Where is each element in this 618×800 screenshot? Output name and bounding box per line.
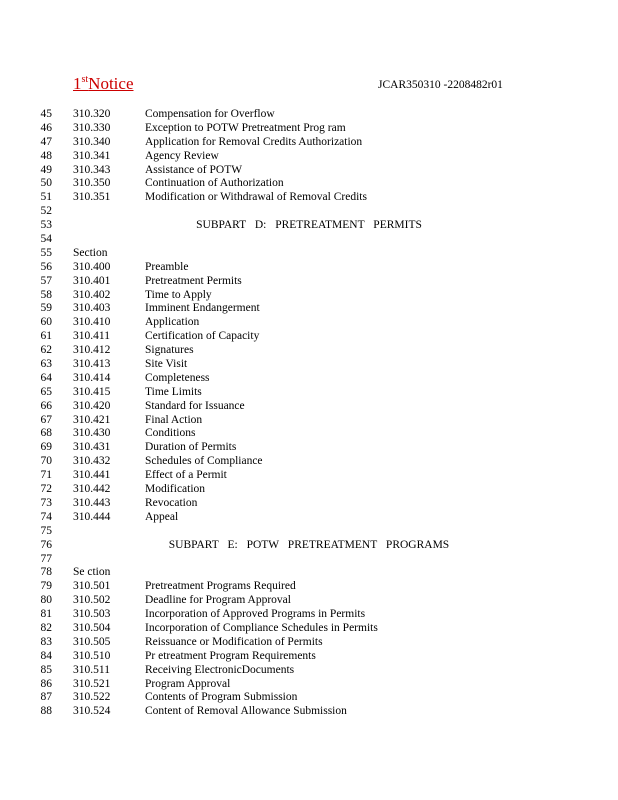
document-line xyxy=(0,330,618,344)
line-number: 50 xyxy=(40,177,52,190)
section-number: 310.444 xyxy=(73,510,111,523)
section-title: Revocation xyxy=(145,496,198,509)
section-title: Modification xyxy=(145,483,206,496)
section-number: 310.413 xyxy=(73,358,111,371)
page-header xyxy=(0,74,618,96)
section-number: 310.350 xyxy=(73,177,111,190)
document-line xyxy=(0,191,618,205)
document-line xyxy=(0,205,618,219)
document-line xyxy=(0,636,618,650)
section-number: 310.441 xyxy=(73,469,111,482)
line-number: 84 xyxy=(40,649,52,662)
section-title: Schedules of Compliance xyxy=(145,455,263,468)
document-line xyxy=(0,219,618,233)
document-line xyxy=(0,427,618,441)
document-line xyxy=(0,122,618,136)
document-line xyxy=(0,233,618,247)
section-number: 310.320 xyxy=(73,108,111,120)
section-number: 310.430 xyxy=(73,427,111,440)
line-number: 81 xyxy=(40,608,52,621)
line-number: 61 xyxy=(40,330,52,343)
section-title: Reissuance or Modification of Permits xyxy=(145,635,323,648)
section-number: 310.341 xyxy=(73,149,111,162)
section-number: 310.401 xyxy=(73,274,111,287)
section-number: 310.501 xyxy=(73,580,111,593)
document-line xyxy=(0,594,618,608)
document-line xyxy=(0,414,618,428)
section-number: 310.330 xyxy=(73,121,111,134)
line-number: 51 xyxy=(40,191,52,204)
section-number: 310.343 xyxy=(73,163,111,176)
document-line xyxy=(0,108,618,122)
line-number: 54 xyxy=(40,233,52,246)
section-number: 310.503 xyxy=(73,608,111,621)
document-line xyxy=(0,622,618,636)
section-number: 310.410 xyxy=(73,316,111,329)
section-title: Preamble xyxy=(145,260,189,273)
line-number: 65 xyxy=(40,385,52,398)
line-number: 67 xyxy=(40,413,52,426)
section-title: Time to Apply xyxy=(145,288,212,301)
section-title: Duration of Permits xyxy=(145,441,237,454)
section-number: 310.340 xyxy=(73,135,111,148)
section-number: 310.510 xyxy=(73,649,111,662)
document-line xyxy=(0,691,618,705)
subpart-heading: SUBPART D: PRETREATMENT PERMITS xyxy=(196,219,422,232)
section-title: Contents of Program Submission xyxy=(145,691,298,704)
document-line xyxy=(0,539,618,553)
section-title: Application for Removal Credits Authorization xyxy=(145,135,363,148)
line-number: 64 xyxy=(40,371,52,384)
line-number: 79 xyxy=(40,580,52,593)
section-number: 310.524 xyxy=(73,705,111,718)
line-number: 59 xyxy=(40,302,52,315)
section-title: Pr etreatment Program Requirements xyxy=(145,649,316,662)
section-title: Modification or Withdrawal of Removal Credits xyxy=(145,191,367,204)
document-line xyxy=(0,150,618,164)
document-line xyxy=(0,177,618,191)
line-number: 76 xyxy=(40,538,52,551)
document-line xyxy=(0,344,618,358)
line-number: 47 xyxy=(40,135,52,148)
section-title: Standard for Issuance xyxy=(145,399,245,412)
document-line xyxy=(0,358,618,372)
document-line xyxy=(0,469,618,483)
line-number: 58 xyxy=(40,288,52,301)
section-number: 310.511 xyxy=(73,663,110,676)
document-id: JCAR350310 -2208482r01 xyxy=(378,79,503,91)
section-title: Pretreatment Permits xyxy=(145,274,242,287)
document-line xyxy=(0,136,618,150)
section-title: Effect of a Permit xyxy=(145,469,227,482)
section-title: Agency Review xyxy=(145,149,219,162)
section-number: 310.502 xyxy=(73,594,111,607)
section-title: Application xyxy=(145,316,200,329)
section-column-label: Section xyxy=(73,246,108,259)
section-title: Compensation for Overflow xyxy=(145,108,275,120)
line-number: 75 xyxy=(40,524,52,537)
line-number: 70 xyxy=(40,455,52,468)
line-number: 48 xyxy=(40,149,52,162)
section-title: Exception to POTW Pretreatment Prog ram xyxy=(145,121,346,134)
section-title: Time Limits xyxy=(145,385,202,398)
document-line xyxy=(0,497,618,511)
document-line xyxy=(0,247,618,261)
table-of-contents xyxy=(0,108,618,719)
line-number: 46 xyxy=(40,121,52,134)
section-number: 310.521 xyxy=(73,677,111,690)
section-number: 310.402 xyxy=(73,288,111,301)
section-number: 310.420 xyxy=(73,399,111,412)
document-line xyxy=(0,525,618,539)
document-line xyxy=(0,372,618,386)
section-number: 310.415 xyxy=(73,385,111,398)
first-notice-label: 1stNotice xyxy=(73,74,134,93)
section-number: 310.443 xyxy=(73,496,111,509)
line-number: 49 xyxy=(40,163,52,176)
document-line xyxy=(0,164,618,178)
section-number: 310.505 xyxy=(73,635,111,648)
line-number: 55 xyxy=(40,246,52,259)
section-column-label: Se ction xyxy=(73,566,111,579)
line-number: 66 xyxy=(40,399,52,412)
document-line xyxy=(0,275,618,289)
section-title: Continuation of Authorization xyxy=(145,177,284,190)
document-line xyxy=(0,261,618,275)
section-title: Receiving ElectronicDocuments xyxy=(145,663,295,676)
document-line xyxy=(0,316,618,330)
line-number: 71 xyxy=(40,469,52,482)
line-number: 72 xyxy=(40,483,52,496)
line-number: 83 xyxy=(40,635,52,648)
document-line xyxy=(0,664,618,678)
section-title: Completeness xyxy=(145,371,210,384)
line-number: 56 xyxy=(40,260,52,273)
section-number: 310.504 xyxy=(73,621,111,634)
section-number: 310.442 xyxy=(73,483,111,496)
section-title: Conditions xyxy=(145,427,196,440)
section-title: Deadline for Program Approval xyxy=(145,594,291,607)
line-number: 73 xyxy=(40,496,52,509)
line-number: 77 xyxy=(40,552,52,565)
document-line xyxy=(0,580,618,594)
section-number: 310.400 xyxy=(73,260,111,273)
section-title: Imminent Endangerment xyxy=(145,302,260,315)
line-number: 78 xyxy=(40,566,52,579)
subpart-heading: SUBPART E: POTW PRETREATMENT PROGRAMS xyxy=(168,538,450,551)
document-line xyxy=(0,608,618,622)
document-line xyxy=(0,289,618,303)
document-line xyxy=(0,705,618,719)
line-number: 57 xyxy=(40,274,52,287)
line-number: 82 xyxy=(40,621,52,634)
document-line xyxy=(0,483,618,497)
document-line xyxy=(0,678,618,692)
line-number: 60 xyxy=(40,316,52,329)
line-number: 74 xyxy=(40,510,52,523)
section-number: 310.403 xyxy=(73,302,111,315)
section-title: Final Action xyxy=(145,413,203,426)
section-title: Assistance of POTW xyxy=(145,163,243,176)
line-number: 88 xyxy=(40,705,52,718)
section-number: 310.411 xyxy=(73,330,110,343)
document-line xyxy=(0,302,618,316)
section-title: Site Visit xyxy=(145,358,188,371)
section-title: Pretreatment Programs Required xyxy=(145,580,296,593)
line-number: 63 xyxy=(40,358,52,371)
section-number: 310.351 xyxy=(73,191,111,204)
section-number: 310.421 xyxy=(73,413,111,426)
line-number: 62 xyxy=(40,344,52,357)
document-line xyxy=(0,400,618,414)
line-number: 86 xyxy=(40,677,52,690)
section-title: Signatures xyxy=(145,344,194,357)
section-number: 310.414 xyxy=(73,371,111,384)
line-number: 52 xyxy=(40,205,52,218)
section-title: Appeal xyxy=(145,510,179,523)
document-line xyxy=(0,511,618,525)
line-number: 69 xyxy=(40,441,52,454)
line-number: 85 xyxy=(40,663,52,676)
section-title: Content of Removal Allowance Submission xyxy=(145,705,347,718)
line-number: 87 xyxy=(40,691,52,704)
line-number: 45 xyxy=(40,108,52,120)
document-line xyxy=(0,566,618,580)
section-title: Certification of Capacity xyxy=(145,330,260,343)
line-number: 53 xyxy=(40,219,52,232)
document-line xyxy=(0,441,618,455)
section-title: Program Approval xyxy=(145,677,231,690)
document-line xyxy=(0,455,618,469)
section-number: 310.412 xyxy=(73,344,111,357)
document-line xyxy=(0,650,618,664)
line-number: 68 xyxy=(40,427,52,440)
document-line xyxy=(0,386,618,400)
section-title: Incorporation of Compliance Schedules in Permits xyxy=(145,621,378,634)
section-number: 310.432 xyxy=(73,455,111,468)
document-line xyxy=(0,553,618,567)
line-number: 80 xyxy=(40,594,52,607)
section-title: Incorporation of Approved Programs in Permits xyxy=(145,608,366,621)
section-number: 310.431 xyxy=(73,441,111,454)
section-number: 310.522 xyxy=(73,691,111,704)
